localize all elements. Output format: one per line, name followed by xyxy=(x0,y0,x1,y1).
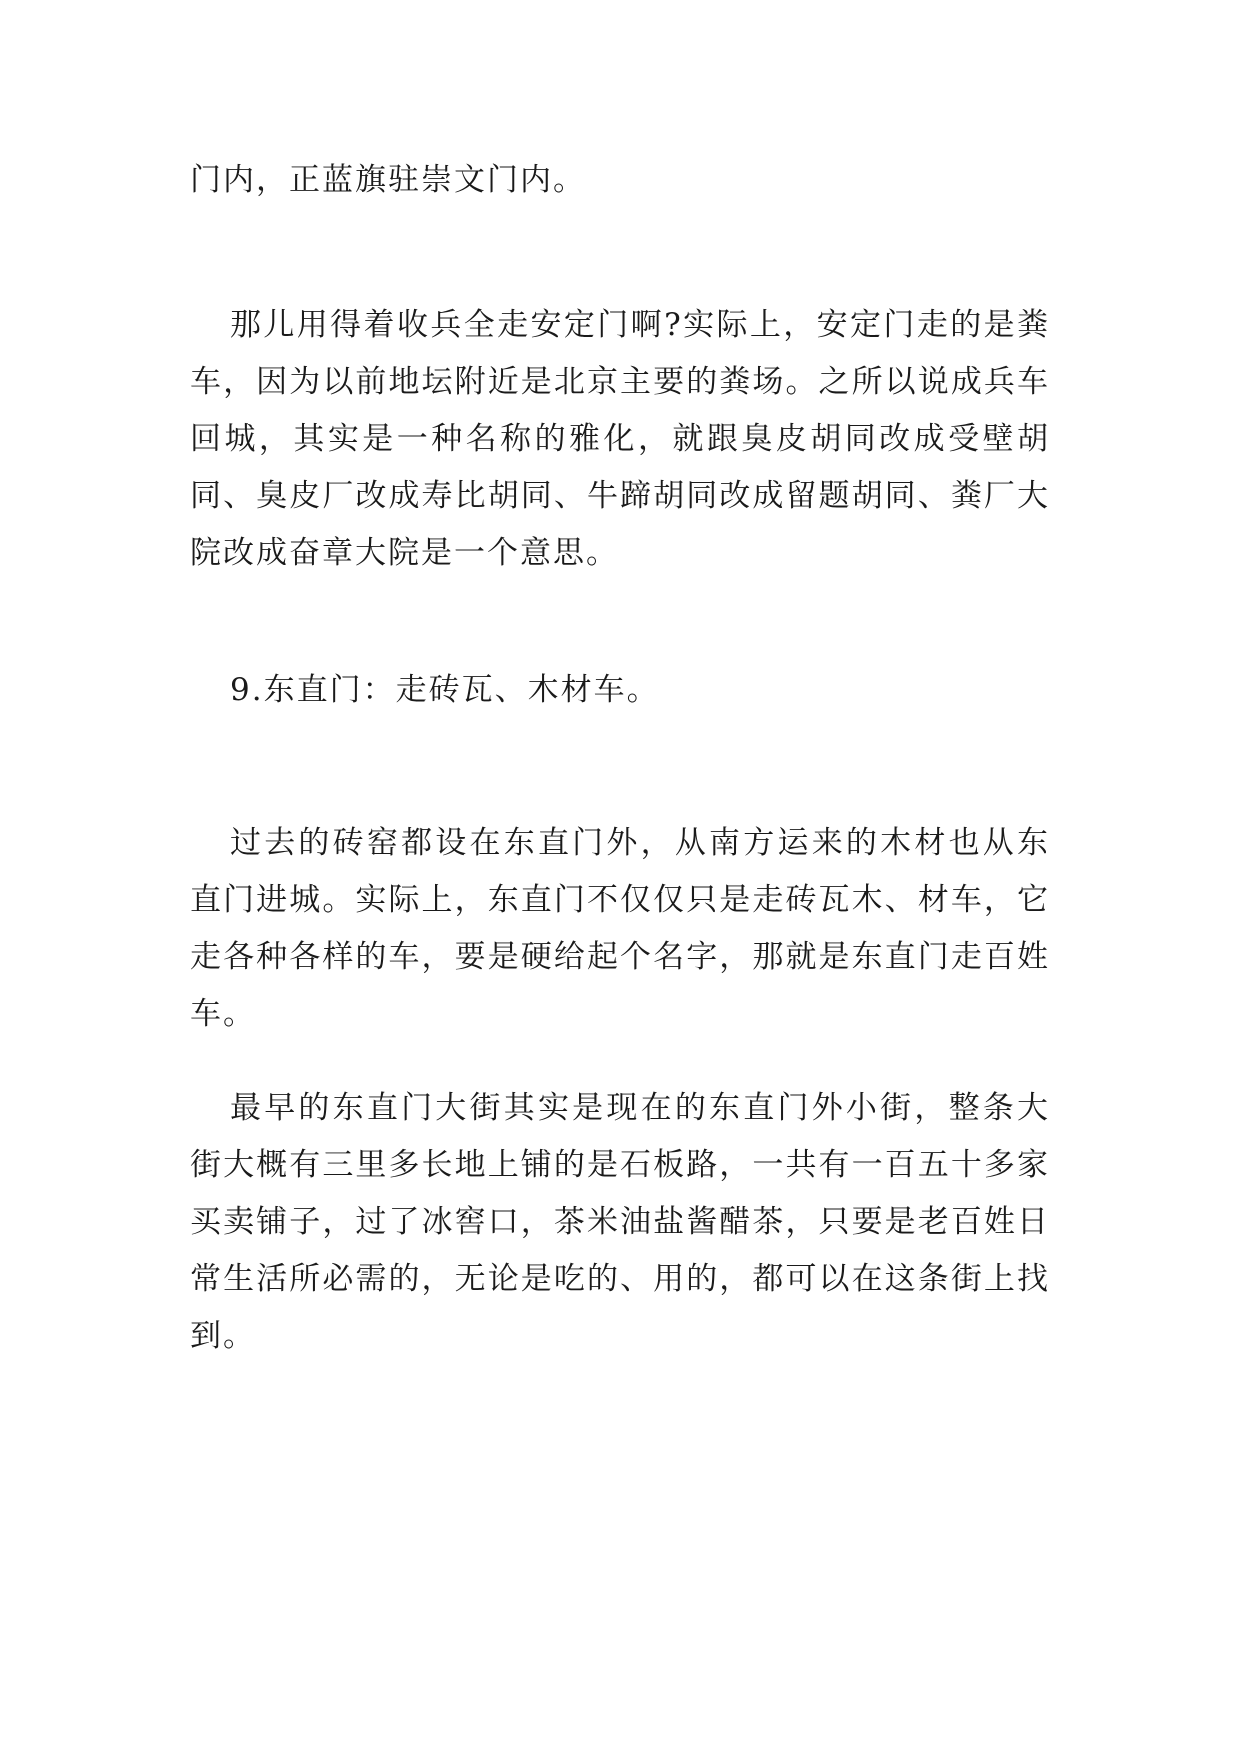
paragraph-continuation: 门内，正蓝旗驻崇文门内。 xyxy=(190,162,586,198)
paragraph-dongzhimen-bricks: 过去的砖窑都设在东直门外，从南方运来的木材也从东直门进城。实际上，东直门不仅仅只是走砖瓦木、材车，它走各种各样的车，要是硬给起个名字，那就是东直门走百姓车。 xyxy=(190,825,1050,1032)
section-heading-dongzhimen: 9.东直门：走砖瓦、木材车。 xyxy=(230,672,660,708)
paragraph-andingmen: 那儿用得着收兵全走安定门啊?实际上，安定门走的是粪车，因为以前地坛附近是北京主要的粪场。之所以说成兵车回城，其实是一种名称的雅化，就跟臭皮胡同改成受壁胡同、臭皮厂改成寿比胡同、牛蹄胡同改成留题胡同、粪厂大院改成奋章大院是一个意思。 xyxy=(190,307,1050,571)
paragraph-dongzhimen-street: 最早的东直门大街其实是现在的东直门外小街，整条大街大概有三里多长地上铺的是石板路，一共有一百五十多家买卖铺子，过了冰窖口，茶米油盐酱醋茶，只要是老百姓日常生活所必需的，无论是吃的、用的，都可以在这条街上找到。 xyxy=(190,1090,1050,1354)
